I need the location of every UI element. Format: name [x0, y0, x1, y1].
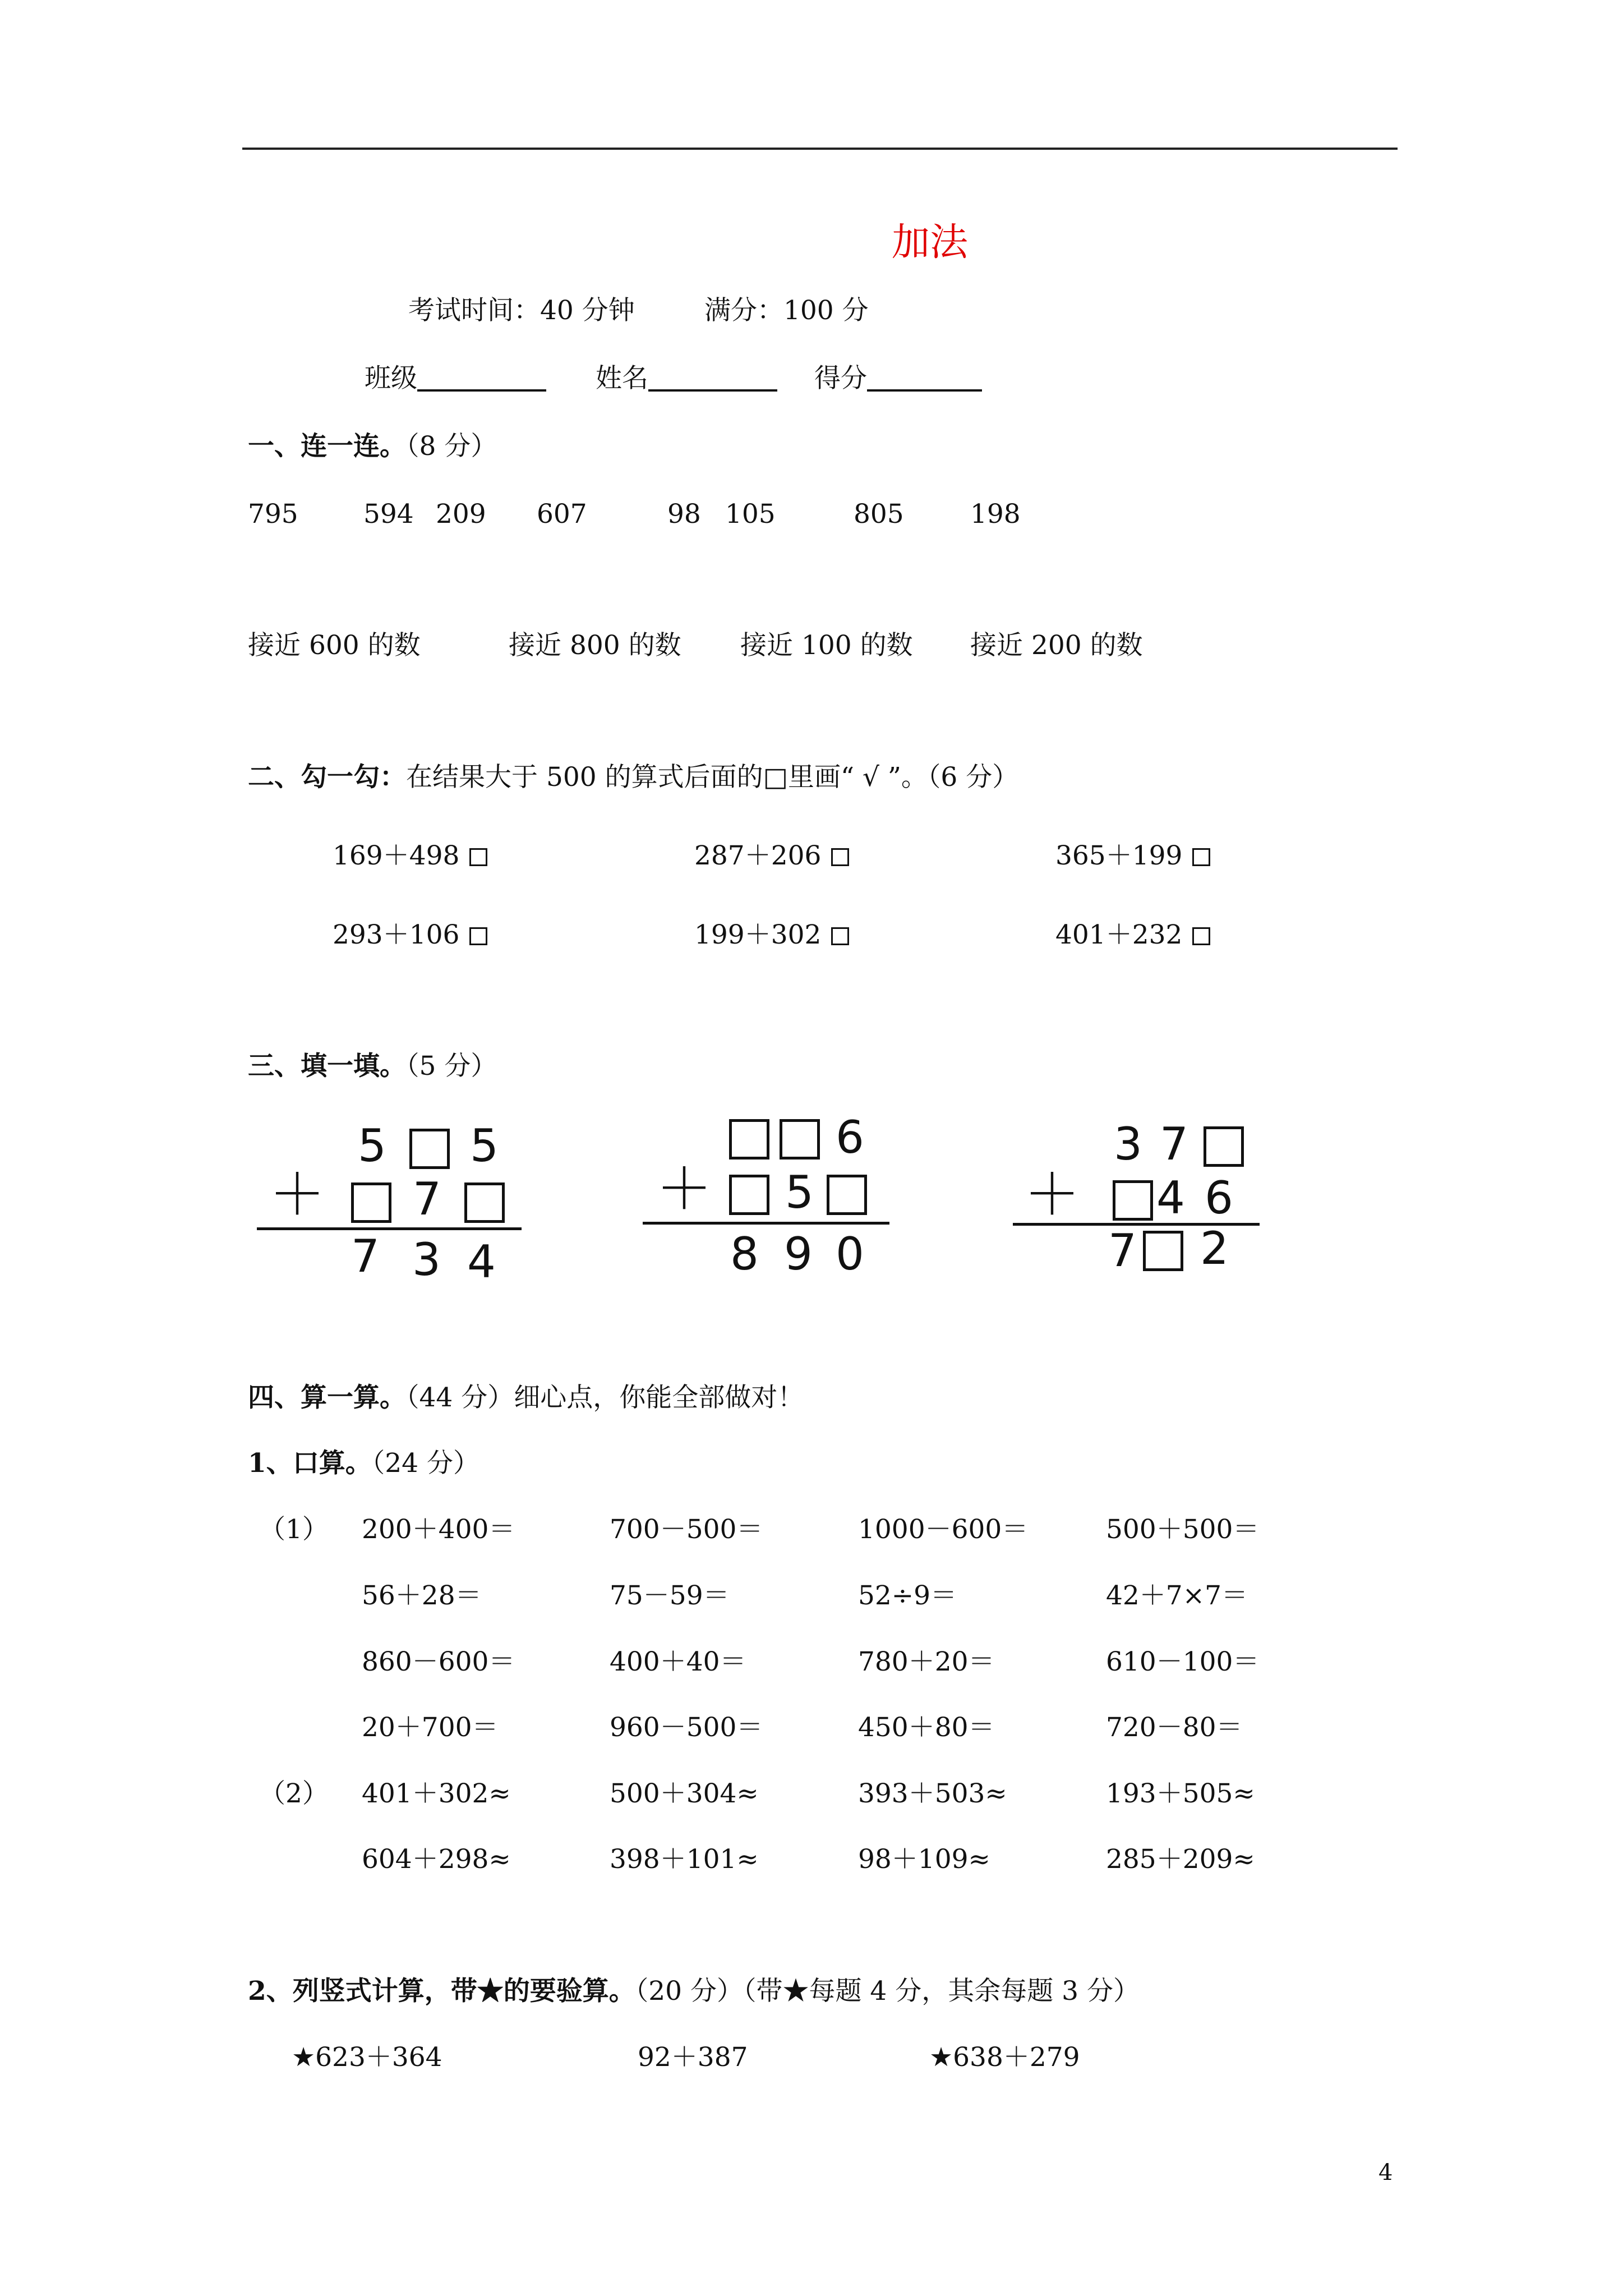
p2-mid-digit: 5	[785, 1166, 814, 1218]
target-200[interactable]: 接近 200 的数	[970, 630, 1143, 661]
p3-res-digit-2: 2	[1200, 1222, 1229, 1274]
checkbox[interactable]	[1192, 927, 1210, 945]
oral-group-label-1: （1）	[259, 1514, 329, 1545]
sub1-heading: 1、口算。（24 分）	[248, 1448, 479, 1479]
p1-blank-mid-a[interactable]	[351, 1182, 391, 1223]
name-field[interactable]	[596, 365, 777, 392]
target-800[interactable]: 接近 800 的数	[509, 630, 681, 661]
estimate-problem: 398＋101≈	[610, 1844, 759, 1875]
sub2-heading: 2、列竖式计算，带★的要验算。（20 分）（带★每题 4 分，其余每题 3 分）	[248, 1976, 1140, 2007]
oral-problem: 52÷9＝	[858, 1580, 957, 1611]
section1-heading: 一、连一连。（8 分）	[248, 431, 497, 462]
vertical-problem-3: ★638＋279	[929, 2042, 1080, 2073]
num-5[interactable]: 98	[667, 499, 701, 530]
oral-problem: 20＋700＝	[362, 1712, 499, 1743]
p3-plus-sign: ＋	[1024, 1162, 1080, 1227]
p1-blank-mid-b[interactable]	[464, 1182, 505, 1223]
vertical-problem-2: 92＋387	[638, 2042, 748, 2073]
oral-problem: 56＋28＝	[362, 1580, 482, 1611]
estimate-problem: 393＋503≈	[858, 1778, 1007, 1809]
checkbox[interactable]	[469, 848, 487, 866]
num-6[interactable]: 105	[725, 499, 776, 530]
p2-blank-mid-b[interactable]	[827, 1175, 867, 1215]
check-item-1: 169＋498	[333, 843, 487, 869]
p2-plus-sign: ＋	[656, 1156, 712, 1222]
num-3[interactable]: 209	[436, 499, 486, 530]
p1-mid-digit: 7	[413, 1173, 441, 1225]
p2-res-digit-1: 8	[730, 1228, 759, 1280]
p2-sum-line	[643, 1222, 889, 1225]
checkbox[interactable]	[831, 927, 849, 945]
page-title: 加法	[892, 220, 969, 265]
checkbox[interactable]	[469, 927, 487, 945]
p1-sum-line	[257, 1227, 522, 1230]
class-blank[interactable]	[417, 365, 546, 392]
p1-top-digit-a: 5	[358, 1120, 386, 1172]
p2-blank-top-b[interactable]	[780, 1119, 820, 1159]
p3-top-digit-2: 7	[1160, 1118, 1188, 1170]
p1-res-digit-1: 7	[351, 1230, 380, 1282]
p1-res-digit-2: 3	[412, 1234, 441, 1286]
target-100[interactable]: 接近 100 的数	[740, 630, 913, 661]
grade-label: 得分	[814, 363, 867, 394]
check-item-2: 287＋206	[694, 843, 849, 869]
p1-blank-top[interactable]	[409, 1129, 450, 1169]
p2-res-digit-3: 0	[836, 1228, 864, 1280]
oral-problem: 500＋500＝	[1106, 1514, 1260, 1545]
oral-problem: 400＋40＝	[610, 1646, 746, 1677]
target-600[interactable]: 接近 600 的数	[248, 630, 421, 661]
grade-field[interactable]	[814, 365, 982, 392]
name-label: 姓名	[596, 363, 648, 394]
num-4[interactable]: 607	[537, 499, 587, 530]
p2-res-digit-2: 9	[784, 1228, 813, 1280]
p3-top-digit-1: 3	[1114, 1118, 1142, 1170]
class-label: 班级	[365, 363, 417, 394]
vertical-problem-1: ★623＋364	[292, 2042, 442, 2073]
checkbox[interactable]	[1192, 848, 1210, 866]
class-field[interactable]	[365, 365, 546, 392]
page-number: 4	[1378, 2160, 1393, 2185]
section3-heading: 三、填一填。（5 分）	[248, 1051, 497, 1082]
oral-problem: 700－500＝	[610, 1514, 763, 1545]
check-item-4: 293＋106	[333, 922, 487, 948]
full-score: 满分：100 分	[704, 295, 869, 326]
p1-res-digit-3: 4	[467, 1236, 496, 1288]
p2-blank-top-a[interactable]	[729, 1119, 769, 1159]
name-blank[interactable]	[648, 365, 777, 392]
estimate-problem: 401＋302≈	[362, 1778, 511, 1809]
p3-mid-digit-2: 6	[1205, 1172, 1233, 1224]
oral-problem: 720－80＝	[1106, 1712, 1243, 1743]
estimate-problem: 500＋304≈	[610, 1778, 759, 1809]
p3-blank-mid[interactable]	[1113, 1180, 1153, 1221]
oral-problem: 42＋7×7＝	[1106, 1580, 1248, 1611]
p3-res-digit-1: 7	[1108, 1225, 1137, 1277]
oral-problem: 960－500＝	[610, 1712, 763, 1743]
num-8[interactable]: 198	[970, 499, 1021, 530]
num-2[interactable]: 594	[363, 499, 414, 530]
checkbox[interactable]	[831, 848, 849, 866]
grade-blank[interactable]	[867, 365, 982, 392]
p3-blank-top[interactable]	[1204, 1126, 1244, 1167]
oral-group-label-2: （2）	[259, 1778, 329, 1809]
num-7[interactable]: 805	[854, 499, 904, 530]
oral-problem: 450＋80＝	[858, 1712, 995, 1743]
header-rule	[242, 148, 1398, 150]
exam-time: 考试时间：40 分钟	[408, 295, 635, 326]
oral-problem: 200＋400＝	[362, 1514, 515, 1545]
oral-problem: 610－100＝	[1106, 1646, 1260, 1677]
estimate-problem: 193＋505≈	[1106, 1778, 1255, 1809]
p3-blank-res[interactable]	[1143, 1231, 1183, 1271]
p1-plus-sign: ＋	[269, 1162, 325, 1227]
estimate-problem: 604＋298≈	[362, 1844, 511, 1875]
p2-blank-mid-a[interactable]	[729, 1175, 769, 1215]
p2-top-digit: 6	[836, 1111, 864, 1163]
oral-problem: 75－59＝	[610, 1580, 730, 1611]
oral-problem: 860－600＝	[362, 1646, 515, 1677]
estimate-problem: 98＋109≈	[858, 1844, 990, 1875]
check-item-6: 401＋232	[1055, 922, 1210, 948]
section4-heading: 四、算一算。（44 分）细心点，你能全部做对！	[248, 1382, 804, 1413]
oral-problem: 780＋20＝	[858, 1646, 995, 1677]
p3-mid-digit-1: 4	[1156, 1172, 1185, 1224]
num-1[interactable]: 795	[248, 499, 298, 530]
check-item-3: 365＋199	[1055, 843, 1210, 869]
p1-top-digit-b: 5	[470, 1120, 499, 1172]
section2-heading: 二、勾一勾：在结果大于 500 的算式后面的□里画“ √ ”。（6 分）	[248, 762, 1019, 793]
estimate-problem: 285＋209≈	[1106, 1844, 1255, 1875]
check-item-5: 199＋302	[694, 922, 849, 948]
oral-problem: 1000－600＝	[858, 1514, 1029, 1545]
